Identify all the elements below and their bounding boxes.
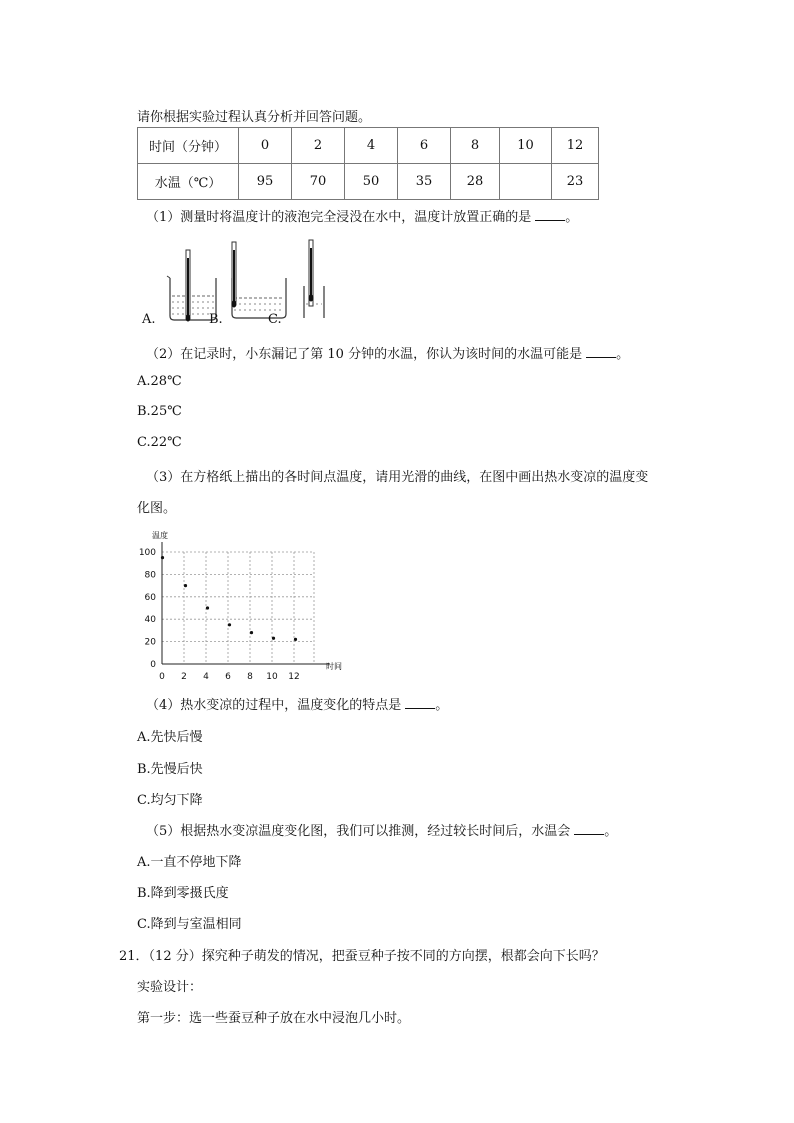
q2-option-c: C.22℃ [137, 435, 182, 450]
q2-option-a: A.28℃ [137, 374, 182, 389]
question-suffix: 。 [616, 347, 630, 362]
data-point [272, 637, 275, 640]
y-tick-label: 60 [144, 592, 156, 603]
table-row [138, 164, 599, 200]
table-cell: 时间（分钟） [138, 128, 239, 164]
x-tick-label: 8 [247, 672, 253, 680]
table-cell: 35 [398, 164, 451, 200]
y-tick-label: 100 [138, 548, 156, 558]
answer-blank[interactable] [535, 208, 565, 221]
table-cell: 95 [239, 164, 292, 200]
question-suffix: 。 [604, 824, 618, 839]
question-suffix: 。 [435, 698, 449, 713]
experiment-step-1: 第一步：选一些蚕豆种子放在水中浸泡几小时。 [137, 1011, 411, 1026]
beaker-a [167, 250, 216, 322]
answer-blank[interactable] [574, 822, 604, 835]
question-4 [146, 694, 448, 713]
question-text: （1）测量时将温度计的液泡完全浸没在水中，温度计放置正确的是 [146, 210, 532, 225]
option-a-label: A. [142, 312, 156, 327]
question-suffix: 。 [565, 210, 579, 225]
temperature-table [137, 127, 599, 200]
beaker-b [232, 242, 287, 318]
question-text: （4）热水变凉的过程中，温度变化的特点是 [146, 698, 402, 713]
question-text: （5）根据热水变凉温度变化图，我们可以推测，经过较长时间后，水温会 [146, 824, 571, 839]
q5-option-c: C.降到与室温相同 [137, 917, 242, 932]
x-tick-label: 6 [225, 672, 231, 680]
q4-option-c: C.均匀下降 [137, 793, 203, 808]
q5-option-a: A.一直不停地下降 [137, 855, 242, 870]
y-axis-label: 温度 [152, 531, 168, 540]
table-cell: 0 [239, 128, 292, 164]
table-cell [500, 164, 552, 200]
table-cell: 23 [552, 164, 599, 200]
table-cell: 12 [552, 128, 599, 164]
x-tick-label: 2 [181, 672, 187, 680]
option-c-label: C. [268, 312, 282, 327]
table-cell: 水温（℃） [138, 164, 239, 200]
y-tick-label: 80 [144, 570, 156, 581]
thermometer-illustration [138, 238, 338, 328]
table-cell: 8 [451, 128, 500, 164]
temperature-chart [134, 520, 374, 680]
table-row [138, 128, 599, 164]
question-5 [146, 820, 617, 839]
question-3-line1: （3）在方格纸上描出的各时间点温度，请用光滑的曲线，在图中画出热水变凉的温度变 [146, 470, 649, 485]
question-3-line2: 化图。 [137, 501, 177, 516]
q5-option-b: B.降到零摄氏度 [137, 886, 229, 901]
data-point [184, 584, 187, 587]
answer-blank[interactable] [405, 696, 435, 709]
y-tick-label: 0 [150, 660, 156, 670]
table-cell: 50 [345, 164, 398, 200]
x-tick-label: 0 [159, 672, 165, 680]
table-cell: 6 [398, 128, 451, 164]
x-tick-label: 12 [288, 672, 300, 680]
beaker-c [304, 240, 324, 318]
question-21-title: 21．（12 分）探究种子萌发的情况，把蚕豆种子按不同的方向摆，根都会向下长吗？ [119, 949, 605, 964]
table-cell: 70 [292, 164, 345, 200]
question-text: （2）在记录时，小东漏记了第 10 分钟的水温，你认为该时间的水温可能是 [146, 347, 583, 362]
data-point [294, 638, 297, 641]
answer-blank[interactable] [586, 345, 616, 358]
y-tick-label: 40 [144, 615, 156, 626]
q4-option-b: B.先慢后快 [137, 762, 203, 777]
table-cell: 4 [345, 128, 398, 164]
intro-text: 请你根据实验过程认真分析并回答问题。 [137, 110, 372, 125]
data-point [206, 606, 209, 609]
q4-option-a: A.先快后慢 [137, 730, 203, 745]
q2-option-b: B.25℃ [137, 404, 182, 419]
data-point [161, 556, 164, 559]
table-cell: 2 [292, 128, 345, 164]
x-tick-label: 4 [203, 672, 209, 680]
data-point [228, 623, 231, 626]
experiment-design-label: 实验设计： [137, 980, 203, 995]
x-tick-label: 10 [266, 672, 278, 680]
table-cell: 28 [451, 164, 500, 200]
data-point [250, 631, 253, 634]
table-cell: 10 [500, 128, 552, 164]
x-axis-label: 时间 [326, 662, 342, 671]
option-b-label: B. [209, 312, 223, 327]
question-1 [146, 206, 578, 225]
question-2 [146, 343, 629, 362]
y-tick-label: 20 [144, 637, 156, 648]
